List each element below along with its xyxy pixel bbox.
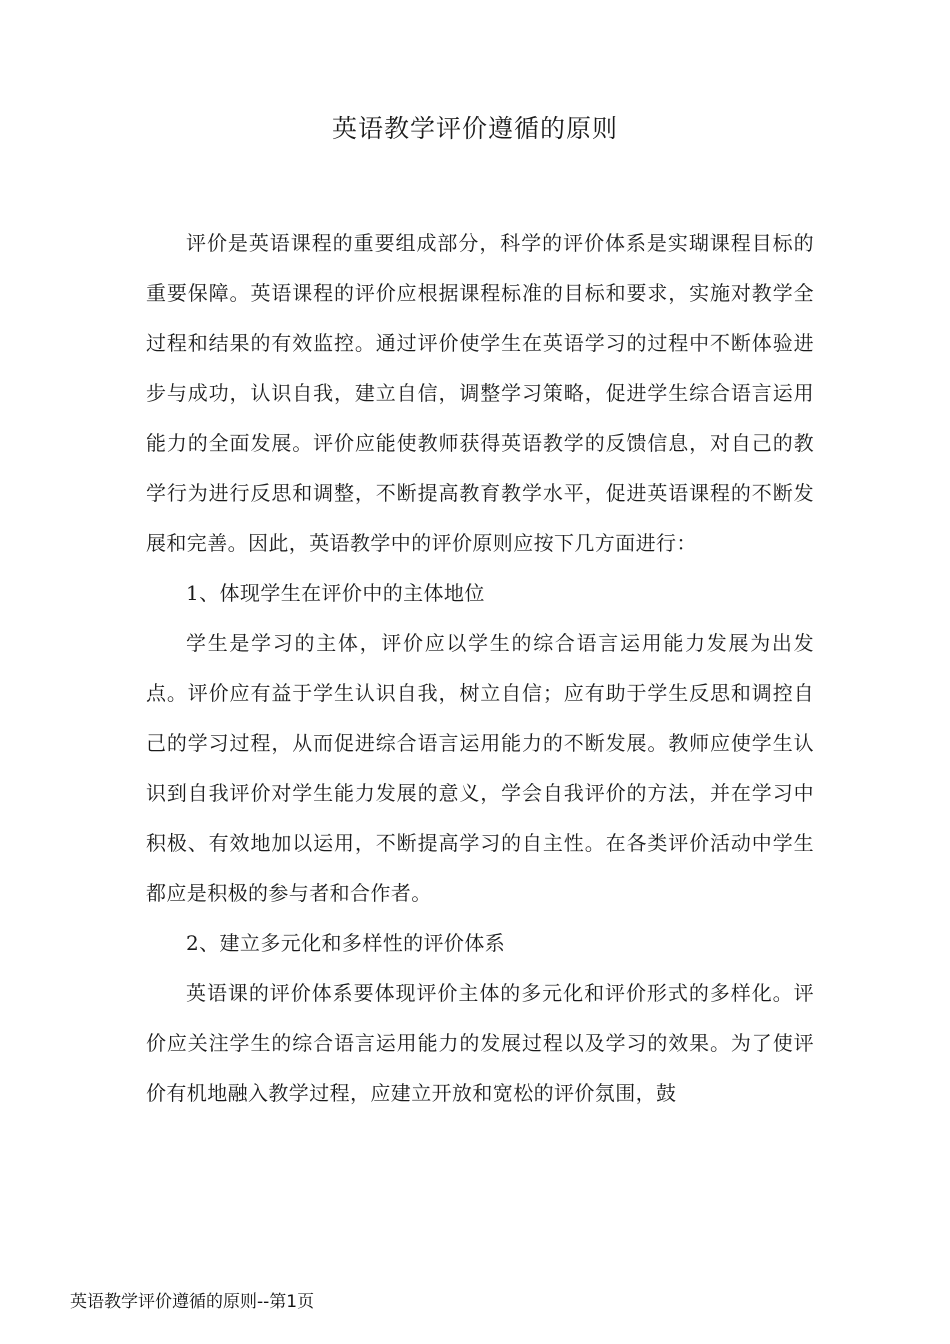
section-1-paragraph: 学生是学习的主体，评价应以学生的综合语言运用能力发展为出发点。评价应有益于学生认识自我，树立自信；应有助于学生反思和调控自己的学习过程，从而促进综合语言运用能力的不断发展。教师应使学生认识到自我评价对学生能力发展的意义，学会自我评价的方法，并在学习中积极、有效地加以运用，不断提高学习的自主性。在各类评价活动中学生都应是积极的参与者和合作者。 xyxy=(146,631,814,905)
section-heading-2: 2、建立多元化和多样性的评价体系 xyxy=(186,931,506,955)
intro-paragraph: 评价是英语课程的重要组成部分，科学的评价体系是实瑚课程目标的重要保障。英语课程的评价应根据课程标准的目标和要求，实施对教学全过程和结果的有效监控。通过评价使学生在英语学习的过程中不断体验进步与成功，认识自我，建立自信，调整学习策略，促进学生综合语言运用能力的全面发展。评价应能使教师获得英语教学的反馈信息，对自己的教学行为进行反思和调整，不断提高教育教学水平，促进英语课程的不断发展和完善。因此，英语教学中的评价原则应按下几方面进行： xyxy=(146,231,814,555)
section-heading-1: 1、体现学生在评价中的主体地位 xyxy=(186,581,485,605)
document-body xyxy=(146,218,814,1118)
document-title: 英语教学评价遵循的原则 xyxy=(331,114,618,143)
page-footer: 英语教学评价遵循的原则--第1页 xyxy=(70,1292,315,1312)
section-2-paragraph: 英语课的评价体系要体现评价主体的多元化和评价形式的多样化。评价应关注学生的综合语言运用能力的发展过程以及学习的效果。为了使评价有机地融入教学过程，应建立开放和宽松的评价氛围，鼓 xyxy=(146,981,814,1105)
